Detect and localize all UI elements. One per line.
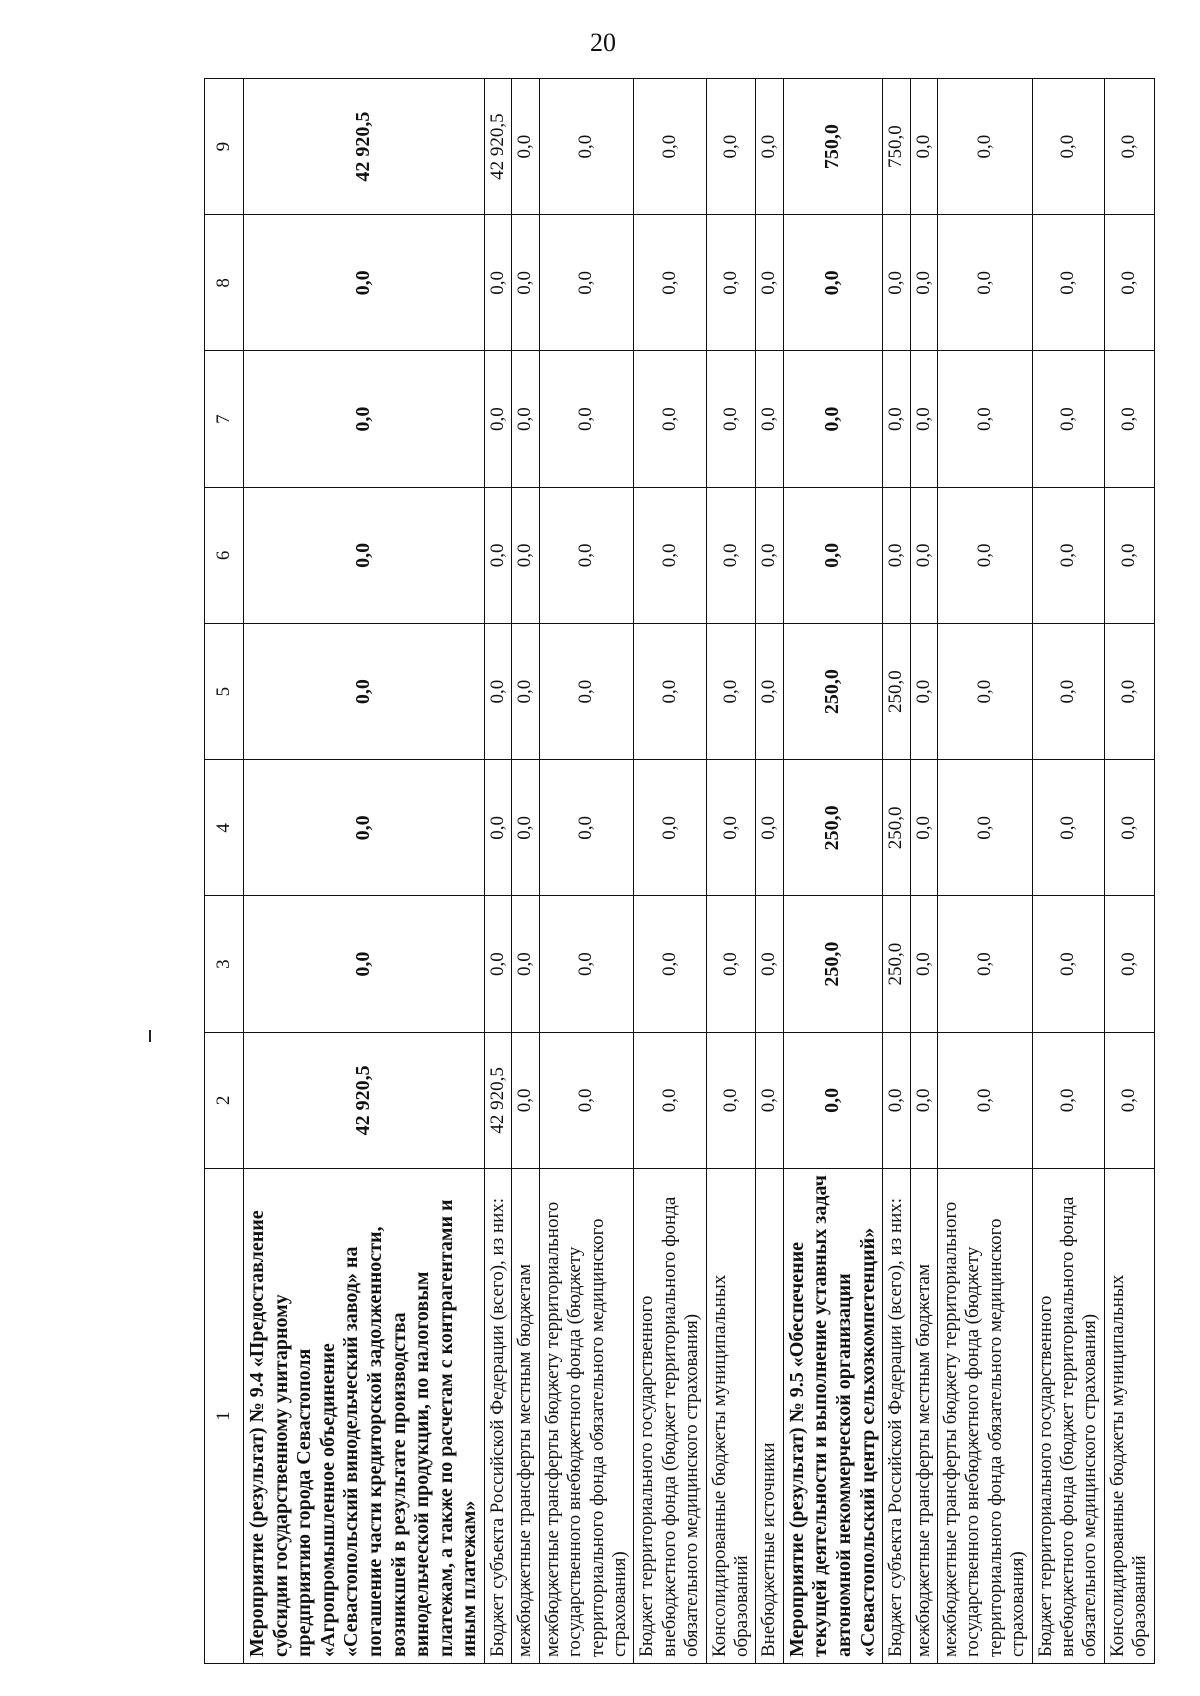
value-cell: 0,0 <box>512 896 539 1032</box>
value-cell: 0,0 <box>484 215 511 351</box>
row-label: межбюджетные трансферты местным бюджетам <box>512 1169 539 1664</box>
value-cell: 0,0 <box>512 79 539 215</box>
value-cell: 0,0 <box>539 215 634 351</box>
value-cell: 0,0 <box>783 215 882 351</box>
value-cell: 0,0 <box>244 215 485 351</box>
value-cell: 0,0 <box>756 79 783 215</box>
value-cell: 0,0 <box>1104 624 1154 760</box>
row-label: межбюджетные трансферты местным бюджетам <box>910 1169 937 1664</box>
row-label: Консолидированные бюджеты муниципальных образований <box>706 1169 756 1664</box>
value-cell: 0,0 <box>1104 79 1154 215</box>
column-header: 7 <box>205 351 244 487</box>
value-cell: 0,0 <box>883 351 910 487</box>
value-cell: 0,0 <box>706 351 756 487</box>
page-number: 20 <box>590 28 616 57</box>
value-cell: 250,0 <box>783 896 882 1032</box>
value-cell: 0,0 <box>938 1032 1033 1168</box>
value-cell: 0,0 <box>1032 1032 1104 1168</box>
value-cell: 0,0 <box>244 487 485 623</box>
value-cell: 0,0 <box>512 624 539 760</box>
value-cell: 0,0 <box>910 79 937 215</box>
table-row <box>634 79 706 1664</box>
value-cell: 0,0 <box>1032 79 1104 215</box>
value-cell: 0,0 <box>706 624 756 760</box>
table-row <box>1104 79 1154 1664</box>
value-cell: 0,0 <box>910 896 937 1032</box>
value-cell: 250,0 <box>883 760 910 896</box>
row-label: межбюджетные трансферты бюджету территориального государственного внебюджетного фонда (бюджету территориального фонда обязательного медицинского страхования) <box>938 1169 1033 1664</box>
table-row <box>783 79 882 1664</box>
value-cell: 0,0 <box>938 487 1033 623</box>
value-cell: 0,0 <box>756 1032 783 1168</box>
value-cell: 0,0 <box>938 896 1033 1032</box>
value-cell: 0,0 <box>1032 624 1104 760</box>
table-row <box>938 79 1033 1664</box>
value-cell: 0,0 <box>634 624 706 760</box>
value-cell: 0,0 <box>512 487 539 623</box>
value-cell: 0,0 <box>706 79 756 215</box>
value-cell: 0,0 <box>539 487 634 623</box>
value-cell: 750,0 <box>783 79 882 215</box>
value-cell: 0,0 <box>484 896 511 1032</box>
value-cell: 0,0 <box>512 351 539 487</box>
value-cell: 0,0 <box>910 760 937 896</box>
value-cell: 0,0 <box>706 487 756 623</box>
value-cell: 250,0 <box>783 624 882 760</box>
table-row <box>706 79 756 1664</box>
value-cell: 0,0 <box>706 215 756 351</box>
value-cell: 0,0 <box>783 351 882 487</box>
value-cell: 0,0 <box>1032 487 1104 623</box>
table-row <box>910 79 937 1664</box>
row-label: Бюджет субъекта Российской Федерации (всего), из них: <box>883 1169 910 1664</box>
column-header: 3 <box>205 896 244 1032</box>
value-cell: 0,0 <box>938 760 1033 896</box>
row-label: Мероприятие (результат) № 9.5 «Обеспечение текущей деятельности и выполнение уставных задач автономной некоммерческой организации «Севастопольский центр сельхозкомпетенций» <box>783 1169 882 1664</box>
value-cell: 0,0 <box>756 215 783 351</box>
column-header: 4 <box>205 760 244 896</box>
value-cell: 0,0 <box>910 215 937 351</box>
value-cell: 0,0 <box>910 624 937 760</box>
value-cell: 0,0 <box>1032 760 1104 896</box>
table-row <box>244 79 485 1664</box>
value-cell: 0,0 <box>756 351 783 487</box>
value-cell: 0,0 <box>783 1032 882 1168</box>
value-cell: 0,0 <box>244 760 485 896</box>
value-cell: 0,0 <box>938 215 1033 351</box>
value-cell: 0,0 <box>512 760 539 896</box>
value-cell: 0,0 <box>512 1032 539 1168</box>
value-cell: 0,0 <box>1104 351 1154 487</box>
value-cell: 0,0 <box>484 487 511 623</box>
value-cell: 0,0 <box>756 760 783 896</box>
value-cell: 250,0 <box>883 624 910 760</box>
table-body <box>244 79 1155 1664</box>
value-cell: 0,0 <box>756 487 783 623</box>
value-cell: 0,0 <box>634 487 706 623</box>
value-cell: 750,0 <box>883 79 910 215</box>
table-row <box>484 79 511 1664</box>
value-cell: 0,0 <box>938 79 1033 215</box>
value-cell: 0,0 <box>783 487 882 623</box>
table-row <box>756 79 783 1664</box>
row-label: Консолидированные бюджеты муниципальных образований <box>1104 1169 1154 1664</box>
value-cell: 250,0 <box>883 896 910 1032</box>
value-cell: 42 920,5 <box>244 79 485 215</box>
header-row <box>205 79 244 1664</box>
value-cell: 0,0 <box>1032 351 1104 487</box>
value-cell: 0,0 <box>910 487 937 623</box>
value-cell: 42 920,5 <box>484 1032 511 1168</box>
column-header: 6 <box>205 487 244 623</box>
value-cell: 0,0 <box>1104 896 1154 1032</box>
value-cell: 0,0 <box>1104 1032 1154 1168</box>
value-cell: 0,0 <box>910 1032 937 1168</box>
value-cell: 0,0 <box>634 1032 706 1168</box>
column-header: 5 <box>205 624 244 760</box>
column-header: 8 <box>205 215 244 351</box>
value-cell: 0,0 <box>484 624 511 760</box>
value-cell: 0,0 <box>244 351 485 487</box>
row-label: Бюджет территориального государственного внебюджетного фонда (бюджет территориального фонда обязательного медицинского страхования) <box>634 1169 706 1664</box>
value-cell: 42 920,5 <box>484 79 511 215</box>
value-cell: 250,0 <box>783 760 882 896</box>
value-cell: 0,0 <box>1104 760 1154 896</box>
table-row <box>539 79 634 1664</box>
value-cell: 0,0 <box>244 896 485 1032</box>
value-cell: 0,0 <box>484 351 511 487</box>
table-row <box>883 79 910 1664</box>
value-cell: 0,0 <box>512 215 539 351</box>
row-label: межбюджетные трансферты бюджету территориального государственного внебюджетного фонда (бюджету территориального фонда обязательного медицинского страхования) <box>539 1169 634 1664</box>
value-cell: 0,0 <box>244 624 485 760</box>
value-cell: 0,0 <box>539 79 634 215</box>
value-cell: 0,0 <box>883 1032 910 1168</box>
value-cell: 0,0 <box>539 624 634 760</box>
scan-mark <box>149 1030 151 1042</box>
value-cell: 0,0 <box>706 760 756 896</box>
value-cell: 42 920,5 <box>244 1032 485 1168</box>
value-cell: 0,0 <box>1032 215 1104 351</box>
row-label: Внебюджетные источники <box>756 1169 783 1664</box>
value-cell: 0,0 <box>883 487 910 623</box>
value-cell: 0,0 <box>634 351 706 487</box>
value-cell: 0,0 <box>706 896 756 1032</box>
value-cell: 0,0 <box>938 624 1033 760</box>
column-header: 9 <box>205 79 244 215</box>
value-cell: 0,0 <box>634 215 706 351</box>
rotated-table-container <box>204 79 1151 1664</box>
row-label: Бюджет субъекта Российской Федерации (всего), из них: <box>484 1169 511 1664</box>
value-cell: 0,0 <box>1104 215 1154 351</box>
value-cell: 0,0 <box>539 1032 634 1168</box>
value-cell: 0,0 <box>539 760 634 896</box>
row-label: Мероприятие (результат) № 9.4 «Предоставление субсидии государственному унитарному предприятию города Севастополя «Агропромышленное объединение «Севастопольский винодельческий завод» на погашение части кредиторской задолженности, возникшей в результате производства винодельческой продукции, по налоговым платежам, а также по расчетам с контрагентами и иным платежам» <box>244 1169 485 1664</box>
value-cell: 0,0 <box>634 760 706 896</box>
value-cell: 0,0 <box>938 351 1033 487</box>
value-cell: 0,0 <box>634 896 706 1032</box>
row-label: Бюджет территориального государственного внебюджетного фонда (бюджет территориального фонда обязательного медицинского страхования) <box>1032 1169 1104 1664</box>
value-cell: 0,0 <box>1032 896 1104 1032</box>
value-cell: 0,0 <box>756 624 783 760</box>
column-header: 2 <box>205 1032 244 1168</box>
value-cell: 0,0 <box>484 760 511 896</box>
value-cell: 0,0 <box>1104 487 1154 623</box>
column-header: 1 <box>205 1169 244 1664</box>
value-cell: 0,0 <box>539 896 634 1032</box>
value-cell: 0,0 <box>756 896 783 1032</box>
value-cell: 0,0 <box>634 79 706 215</box>
value-cell: 0,0 <box>883 215 910 351</box>
table-row <box>512 79 539 1664</box>
value-cell: 0,0 <box>706 1032 756 1168</box>
budget-table <box>204 78 1155 1664</box>
value-cell: 0,0 <box>910 351 937 487</box>
table-row <box>1032 79 1104 1664</box>
value-cell: 0,0 <box>539 351 634 487</box>
